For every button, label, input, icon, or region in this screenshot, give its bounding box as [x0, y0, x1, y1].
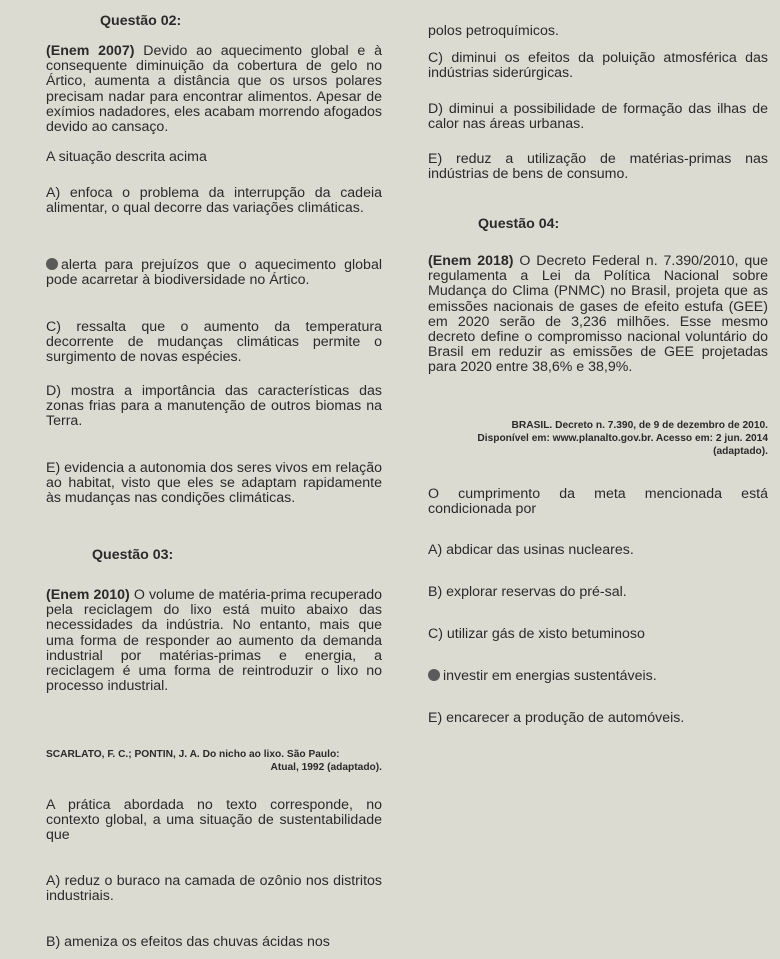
question-4-prompt: O cumprimento da meta mencionada está condicionada por — [428, 486, 768, 518]
question-4-option-e[interactable]: E) encarecer a produção de automóveis. — [428, 710, 685, 726]
question-4-citation-decree: BRASIL. Decreto n. 7.390, de 9 de dezembro de 2010. — [511, 420, 768, 431]
question-3-prompt: A prática abordada no texto corresponde, no contexto global, a uma situação de sustentabilidade que — [46, 797, 382, 844]
question-4-option-d[interactable] — [428, 669, 768, 684]
question-4-text: O Decreto Federal n. 7.390/2010, que regulamenta a Lei da Política Nacional sobre Mudança do Clima (PNMC) no Brasil, projeta que as emissões nacionais de gases de efeito estufa (GEE) em 2020 serão de 3,236 milhões. Esse mesmo decreto define o compromisso nacional voluntário do Brasil em reduzir as emissões de GEE projetadas para 2020 entre 38,6% e 38,9%. — [428, 253, 768, 376]
question-4-source: (Enem 2018) — [428, 253, 514, 269]
question-3-option-b[interactable]: B) ameniza os efeitos das chuvas ácidas nos — [46, 934, 330, 950]
question-2-option-d[interactable]: D) mostra a importância das características das zonas frias para a manutenção de outros biomas na Terra. — [46, 383, 382, 430]
question-4-stem — [428, 254, 768, 376]
question-2-option-e-right[interactable]: E) reduz a utilização de matérias-primas nas indústrias de bens de consumo. — [428, 151, 768, 183]
question-3-title: Questão 03: — [92, 547, 174, 563]
question-4-title: Questão 04: — [478, 216, 560, 232]
question-2-option-b-tail: polos petroquímicos. — [428, 23, 559, 39]
question-3-stem — [46, 588, 382, 694]
question-2-source: (Enem 2007) — [46, 43, 135, 59]
question-2-option-a[interactable]: A) enfoca o problema da interrupção da cadeia alimentar, o qual decorre das variações climáticas. — [46, 185, 382, 217]
question-2-prompt: A situação descrita acima — [46, 149, 207, 165]
question-4-option-a[interactable]: A) abdicar das usinas nucleares. — [428, 542, 634, 558]
question-4-option-c[interactable]: C) utilizar gás de xisto betuminoso — [428, 626, 645, 642]
question-2-option-e[interactable]: E) evidencia a autonomia dos seres vivos em relação ao habitat, visto que eles se adaptam rapidamente às mudanças nas condições climáticas. — [46, 460, 382, 507]
question-2-option-c[interactable]: C) ressalta que o aumento da temperatura decorrente de mudanças climáticas permite o surgimento de novas espécies. — [46, 319, 382, 366]
question-2-stem — [46, 44, 382, 135]
question-2-option-b-text: alerta para prejuízos que o aquecimento global pode acarretar à biodiversidade no Ártico. — [46, 257, 382, 289]
question-4-citation-url: Disponível em: www.planalto.gov.br. Acesso em: 2 jun. 2014 — [477, 433, 768, 444]
question-3-text: O volume de matéria-prima recuperado pela reciclagem do lixo está muito abaixo das necessidades da indústria. No entanto, mais que uma forma de responder ao aumento da demanda industrial por matérias-primas e energia, a reciclagem é uma forma de reintroduzir o lixo no processo industrial. — [46, 587, 382, 695]
question-3-option-a[interactable]: A) reduz o buraco na camada de ozônio nos distritos industriais. — [46, 873, 382, 905]
question-2-option-d-right[interactable]: D) diminui a possibilidade de formação das ilhas de calor nas áreas urbanas. — [428, 101, 768, 133]
question-4-option-d-text: investir em energias sustentáveis. — [443, 668, 657, 684]
question-3-citation-author: SCARLATO, F. C.; PONTIN, J. A. Do nicho ao lixo. São Paulo: — [46, 749, 340, 760]
question-2-option-b[interactable] — [46, 258, 382, 288]
question-2-title: Questão 02: — [100, 13, 182, 29]
question-3-source: (Enem 2010) — [46, 587, 130, 603]
selected-answer-mark-icon — [428, 669, 440, 681]
question-2-text: Devido ao aquecimento global e à consequente diminuição da cobertura de gelo no Ártico, aumenta a distância que os ursos polares precisam nadar para encontrar alimentos. Apesar de exímios nadadores, eles acabam morrendo afogados devido ao cansaço. — [46, 43, 382, 136]
question-2-option-c-right[interactable]: C) diminui os efeitos da poluição atmosférica das indústrias siderúrgicas. — [428, 50, 768, 82]
question-4-option-b[interactable]: B) explorar reservas do pré-sal. — [428, 584, 627, 600]
question-3-citation-publisher: Atual, 1992 (adaptado). — [270, 762, 382, 773]
selected-answer-mark-icon — [46, 258, 58, 270]
question-4-citation-note: (adaptado). — [713, 446, 768, 457]
